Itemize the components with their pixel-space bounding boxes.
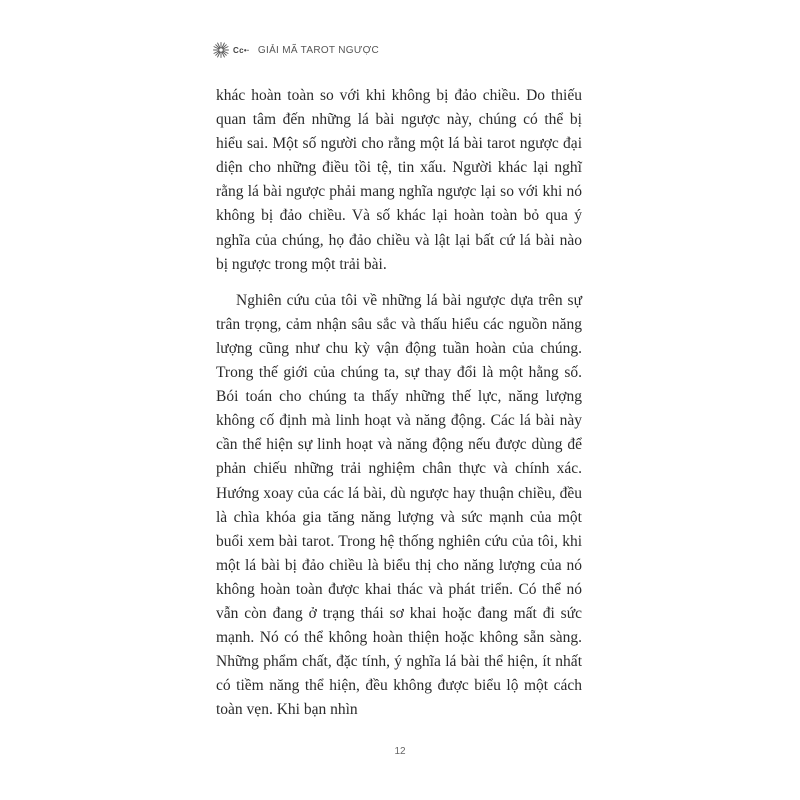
running-header (213, 40, 379, 60)
publisher-logo (213, 42, 250, 58)
publisher-logo-text: Cc•· (233, 45, 250, 55)
page-number: 12 (394, 746, 406, 757)
paragraph: Nghiên cứu của tôi về những lá bài ngược dựa trên sự trân trọng, cảm nhận sâu sắc và thấu hiểu các nguồn năng lượng cũng như chu kỳ vận động tuần hoàn của chúng. Trong thế giới của chúng ta, sự thay đổi là một hằng số. Bói toán cho chúng ta thấy những thế lực, năng lượng không cố định mà linh hoạt và năng động. Các lá bài này cần thể hiện sự linh hoạt và năng động nếu được dùng để phản chiếu những trải nghiệm chân thực và chính xác. Hướng xoay của các lá bài, dù ngược hay thuận chiều, đều là chìa khóa gia tăng năng lượng và sức mạnh của một buổi xem bài tarot. Trong hệ thống nghiên cứu của tôi, khi một lá bài bị đảo chiều là biểu thị cho năng lượng của nó không hoàn toàn được khai thác và phát triển. Có thể nó vẫn còn đang ở trạng thái sơ khai hoặc đang mất đi sức mạnh. Nó có thể không hoàn thiện hoặc không sẵn sàng. Những phẩm chất, đặc tính, ý nghĩa lá bài thể hiện, ít nhất có tiềm năng thể hiện, đều không được biểu lộ một cách toàn vẹn. Khi bạn nhìn (216, 291, 582, 719)
paragraph-continued: khác hoàn toàn so với khi không bị đảo chiều. Do thiếu quan tâm đến những lá bài ngược này, chúng có thể bị hiểu sai. Một số người cho rằng một lá bài tarot ngược đại diện cho những điều tồi tệ, tin xấu. Người khác lại nghĩ rằng lá bài ngược phải mang nghĩa ngược lại so với khi nó không bị đảo chiều. Và số khác lại hoàn toàn bỏ qua ý nghĩa của chúng, họ đảo chiều và lật lại bất cứ lá bài nào bị ngược trong một trải bài. (216, 87, 582, 273)
book-title: GIẢI MÃ TAROT NGƯỢC (257, 44, 380, 56)
sun-star-icon (213, 42, 229, 58)
body-text (216, 84, 582, 722)
paragraph-gap (216, 277, 582, 289)
